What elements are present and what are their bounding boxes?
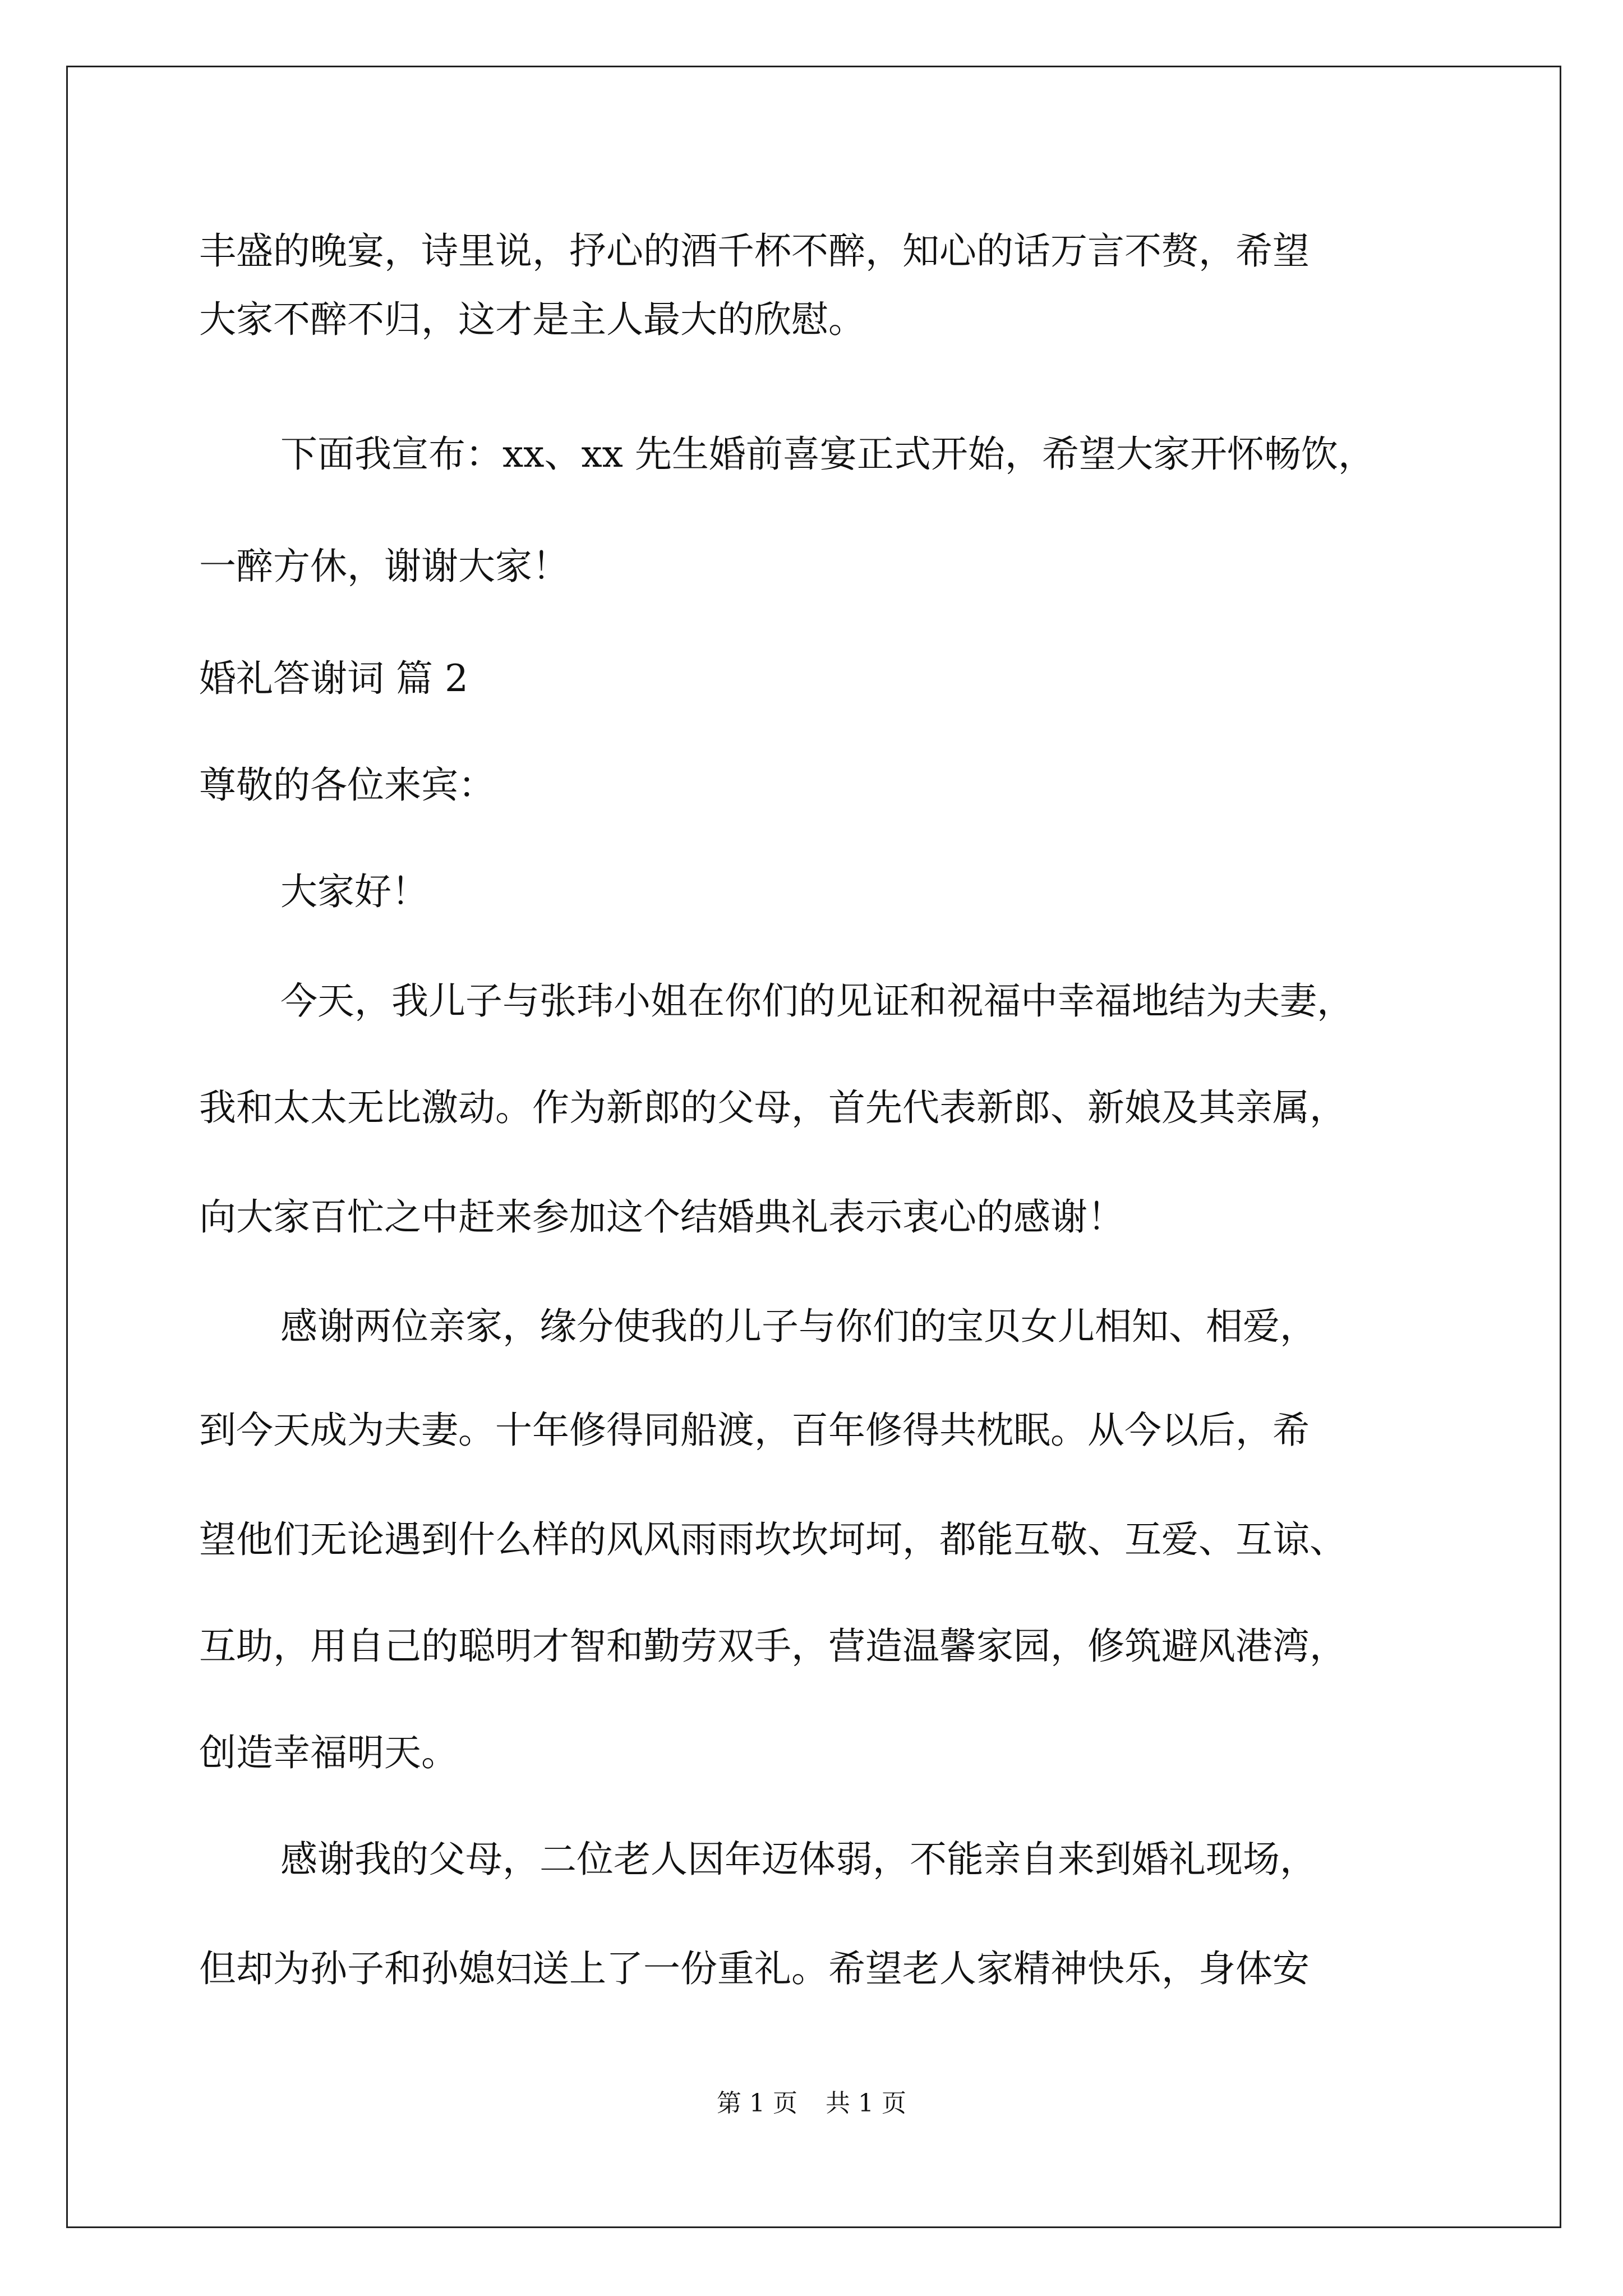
text-line: 望他们无论遇到什么样的风风雨雨坎坎坷坷，都能互敬、互爱、互谅、	[199, 1518, 1347, 1561]
page-footer	[0, 2087, 1623, 2120]
section-heading: 婚礼答谢词 篇 2	[199, 657, 468, 700]
greeting: 大家好！	[280, 870, 428, 913]
text-line: 我和太太无比激动。作为新郎的父母，首先代表新郎、新娘及其亲属，	[199, 1086, 1347, 1129]
text-line: 今天，我儿子与张玮小姐在你们的见证和祝福中幸福地结为夫妻，	[280, 979, 1354, 1023]
page-total: 共 1 页	[826, 2089, 906, 2118]
text-line: 但却为孙子和孙媳妇送上了一份重礼。希望老人家精神快乐，身体安	[199, 1947, 1310, 1990]
text-line: 互助，用自己的聪明才智和勤劳双手，营造温馨家园，修筑避风港湾，	[199, 1625, 1347, 1668]
page-number: 第 1 页	[717, 2089, 797, 2118]
salutation: 尊敬的各位来宾：	[199, 763, 495, 807]
text-line: 大家不醉不归，这才是主人最大的欣慰。	[199, 298, 865, 341]
text-line: 感谢两位亲家，缘分使我的儿子与你们的宝贝女儿相知、相爱，	[280, 1305, 1317, 1348]
text-line: 下面我宣布：xx、xx 先生婚前喜宴正式开始，希望大家开怀畅饮，	[280, 432, 1375, 476]
text-line: 向大家百忙之中赶来参加这个结婚典礼表示衷心的感谢！	[199, 1195, 1124, 1239]
text-line: 到今天成为夫妻。十年修得同船渡，百年修得共枕眠。从今以后，希	[199, 1409, 1310, 1452]
page-border	[66, 66, 1561, 2228]
text-line: 丰盛的晚宴，诗里说，抒心的酒千杯不醉，知心的话万言不赘，希望	[199, 229, 1310, 273]
text-line: 一醉方休，谢谢大家！	[199, 545, 569, 588]
text-line: 创造幸福明天。	[199, 1731, 458, 1774]
text-line: 感谢我的父母，二位老人因年迈体弱，不能亲自来到婚礼现场，	[280, 1838, 1317, 1881]
